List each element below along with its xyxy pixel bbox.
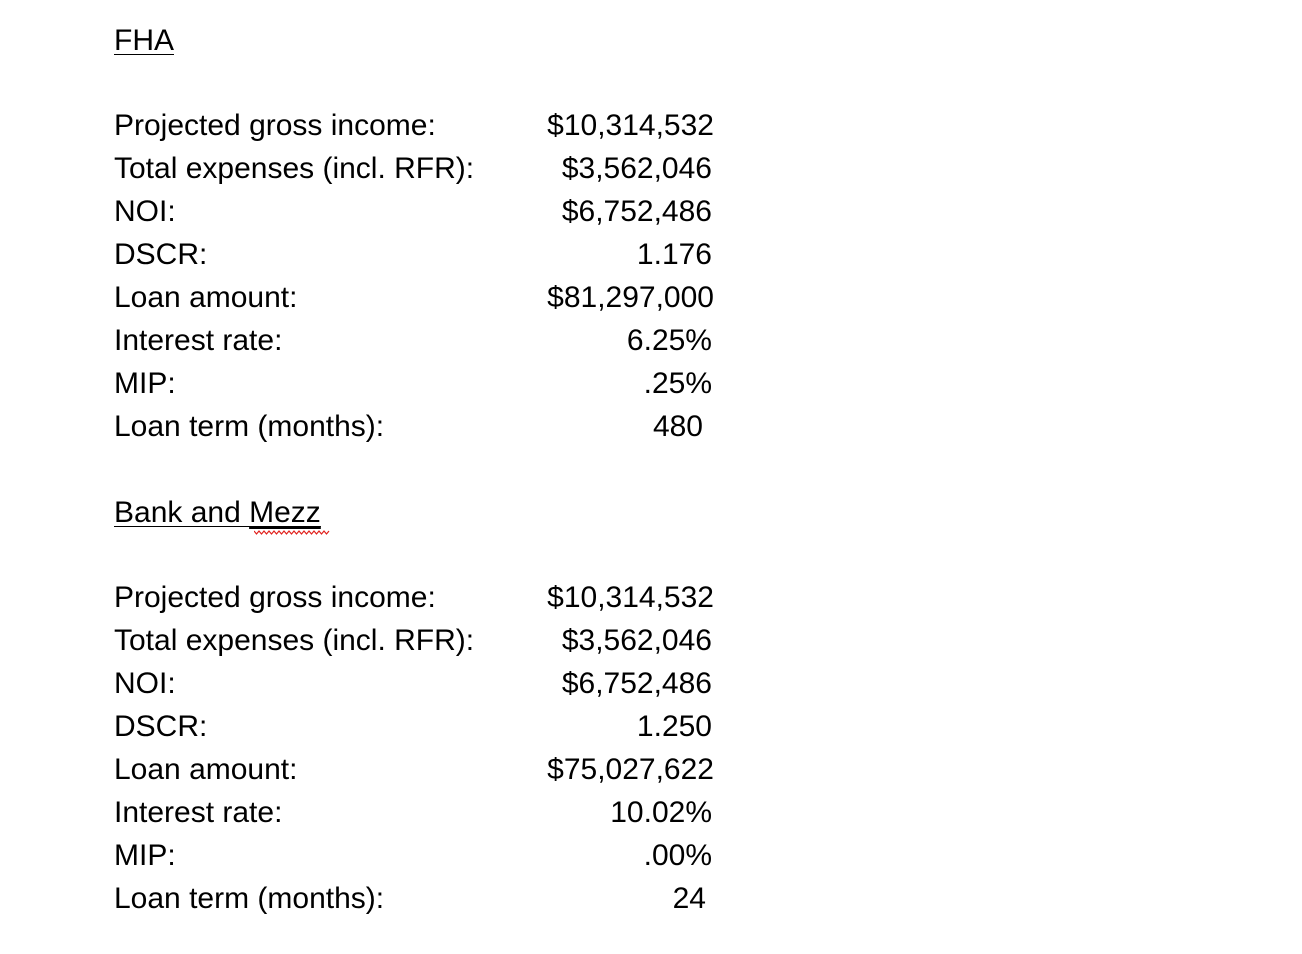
row-label: Total expenses (incl. RFR):: [114, 152, 475, 185]
table-row: [114, 619, 814, 662]
fha-table: [114, 104, 814, 448]
row-value: $75,027,622: [547, 753, 714, 786]
row-value: 6.25%: [626, 324, 712, 357]
table-row: [114, 276, 814, 319]
row-value: .25%: [643, 367, 712, 400]
row-label: Interest rate:: [114, 796, 283, 829]
row-label: NOI:: [114, 195, 176, 228]
table-row: [114, 791, 814, 834]
row-label: Loan term (months):: [114, 410, 385, 443]
row-label: DSCR:: [114, 238, 208, 271]
row-value: .00%: [643, 839, 712, 872]
heading-part: Bank and: [114, 496, 250, 529]
row-label: MIP:: [114, 839, 176, 872]
row-label: Total expenses (incl. RFR):: [114, 624, 475, 657]
row-value: $6,752,486: [561, 195, 712, 228]
table-row: [114, 147, 814, 190]
row-label: Loan amount:: [114, 753, 298, 786]
table-row: [114, 319, 814, 362]
row-value: 1.250: [636, 710, 712, 743]
row-label: Interest rate:: [114, 324, 283, 357]
row-value: $6,752,486: [561, 667, 712, 700]
table-row: [114, 104, 814, 147]
row-value: $10,314,532: [547, 109, 714, 142]
row-label: Loan amount:: [114, 281, 298, 314]
row-label: MIP:: [114, 367, 176, 400]
table-row: [114, 190, 814, 233]
row-value: $3,562,046: [561, 624, 712, 657]
row-value: $3,562,046: [561, 152, 712, 185]
heading-part-misspelled: Mezz: [249, 496, 321, 529]
row-label: Projected gross income:: [114, 109, 436, 142]
section-heading-bank-and-mezz: [114, 491, 321, 534]
table-row: [114, 834, 814, 877]
row-value: $10,314,532: [547, 581, 714, 614]
table-row: [114, 748, 814, 791]
row-value: 480: [652, 410, 703, 443]
table-row: [114, 662, 814, 705]
row-label: DSCR:: [114, 710, 208, 743]
table-row: [114, 233, 814, 276]
table-row: [114, 362, 814, 405]
table-row: [114, 705, 814, 748]
table-row: [114, 877, 814, 920]
bank-and-mezz-table: [114, 576, 814, 920]
row-value: $81,297,000: [547, 281, 714, 314]
row-label: Projected gross income:: [114, 581, 436, 614]
row-label: NOI:: [114, 667, 176, 700]
row-value: 24: [672, 882, 706, 915]
spellcheck-squiggle: [254, 530, 330, 536]
row-label: Loan term (months):: [114, 882, 385, 915]
table-row: [114, 576, 814, 619]
section-heading-fha: FHA: [114, 24, 174, 57]
row-value: 1.176: [636, 238, 712, 271]
row-value: 10.02%: [610, 796, 712, 829]
table-row: [114, 405, 814, 448]
